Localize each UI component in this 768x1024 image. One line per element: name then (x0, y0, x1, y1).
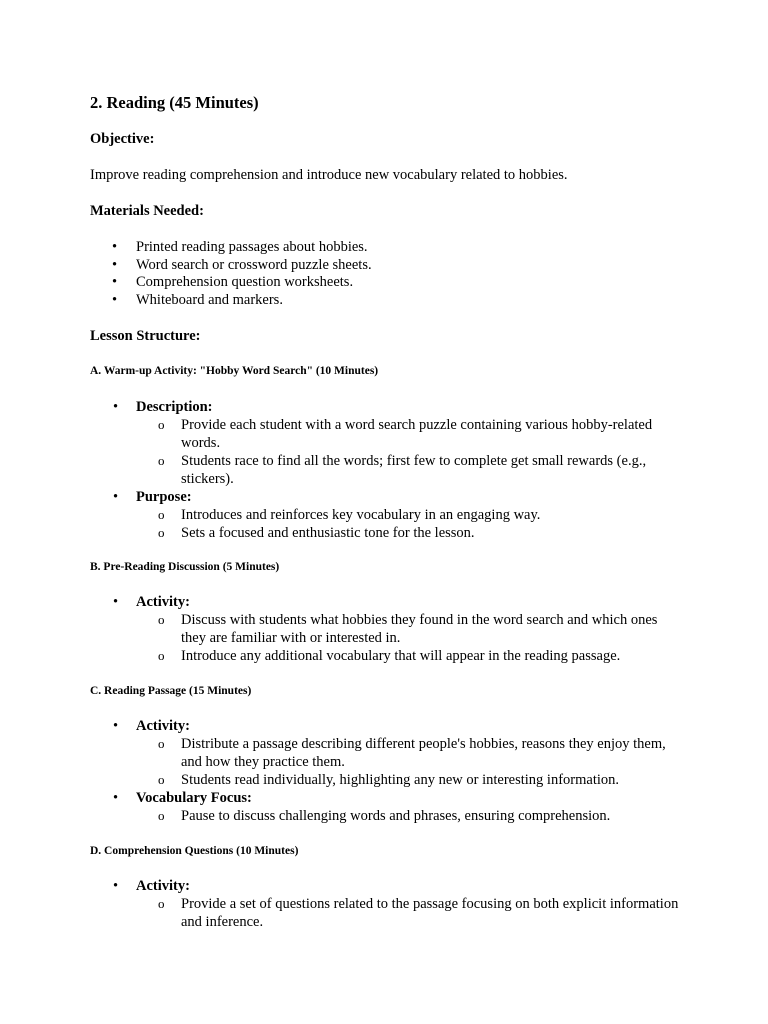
list-item (0, 488, 768, 506)
section-d-list (0, 877, 768, 931)
section-c-list (0, 717, 768, 825)
sub-item: o Students race to find all the words; first few to complete get small rewards (e.g., stickers). (0, 452, 681, 488)
list-item (0, 877, 768, 895)
sub-item: o Distribute a passage describing different people's hobbies, reasons they enjoy them, and how they practice them. (0, 735, 681, 771)
materials-item: • Comprehension question worksheets. (0, 274, 372, 292)
sub-item: o Introduce any additional vocabulary that will appear in the reading passage. (0, 647, 681, 665)
item-label: Activity: (136, 594, 190, 610)
materials-list (0, 239, 372, 309)
list-item (0, 789, 768, 807)
list-item (0, 717, 768, 735)
section-d-heading: D. Comprehension Questions (10 Minutes) (90, 845, 299, 857)
section-b-heading: B. Pre-Reading Discussion (5 Minutes) (90, 561, 280, 573)
section-b-list (0, 593, 768, 665)
objective-text: Improve reading comprehension and introduce new vocabulary related to hobbies. (90, 167, 568, 183)
sub-item: o Discuss with students what hobbies they found in the word search and which ones they are familiar with or interested in. (0, 611, 681, 647)
list-item (0, 593, 768, 611)
materials-item: • Word search or crossword puzzle sheets. (0, 257, 372, 275)
materials-item: • Whiteboard and markers. (0, 292, 372, 310)
sub-item: o Sets a focused and enthusiastic tone for the lesson. (0, 524, 681, 542)
sub-item: o Provide a set of questions related to the passage focusing on both explicit information and inference. (0, 895, 681, 931)
item-label: Description: (136, 399, 213, 415)
sub-item: o Students read individually, highlighting any new or interesting information. (0, 771, 681, 789)
item-label: Activity: (136, 718, 190, 734)
sub-item: o Introduces and reinforces key vocabulary in an engaging way. (0, 506, 681, 524)
materials-heading: Materials Needed: (90, 203, 204, 219)
lesson-structure-heading: Lesson Structure: (90, 328, 201, 344)
item-label: Purpose: (136, 489, 192, 505)
item-label: Activity: (136, 878, 190, 894)
objective-heading: Objective: (90, 131, 155, 147)
section-c-heading: C. Reading Passage (15 Minutes) (90, 685, 252, 697)
sub-item: o Provide each student with a word search puzzle containing various hobby-related words. (0, 416, 681, 452)
section-title: 2. Reading (45 Minutes) (90, 93, 259, 112)
list-item (0, 398, 768, 416)
item-label: Vocabulary Focus: (136, 790, 252, 806)
section-a-heading: A. Warm-up Activity: "Hobby Word Search" (10 Minutes) (90, 365, 379, 377)
materials-item: • Printed reading passages about hobbies. (0, 239, 372, 257)
section-a-list (0, 398, 768, 542)
sub-item: o Pause to discuss challenging words and phrases, ensuring comprehension. (0, 807, 681, 825)
